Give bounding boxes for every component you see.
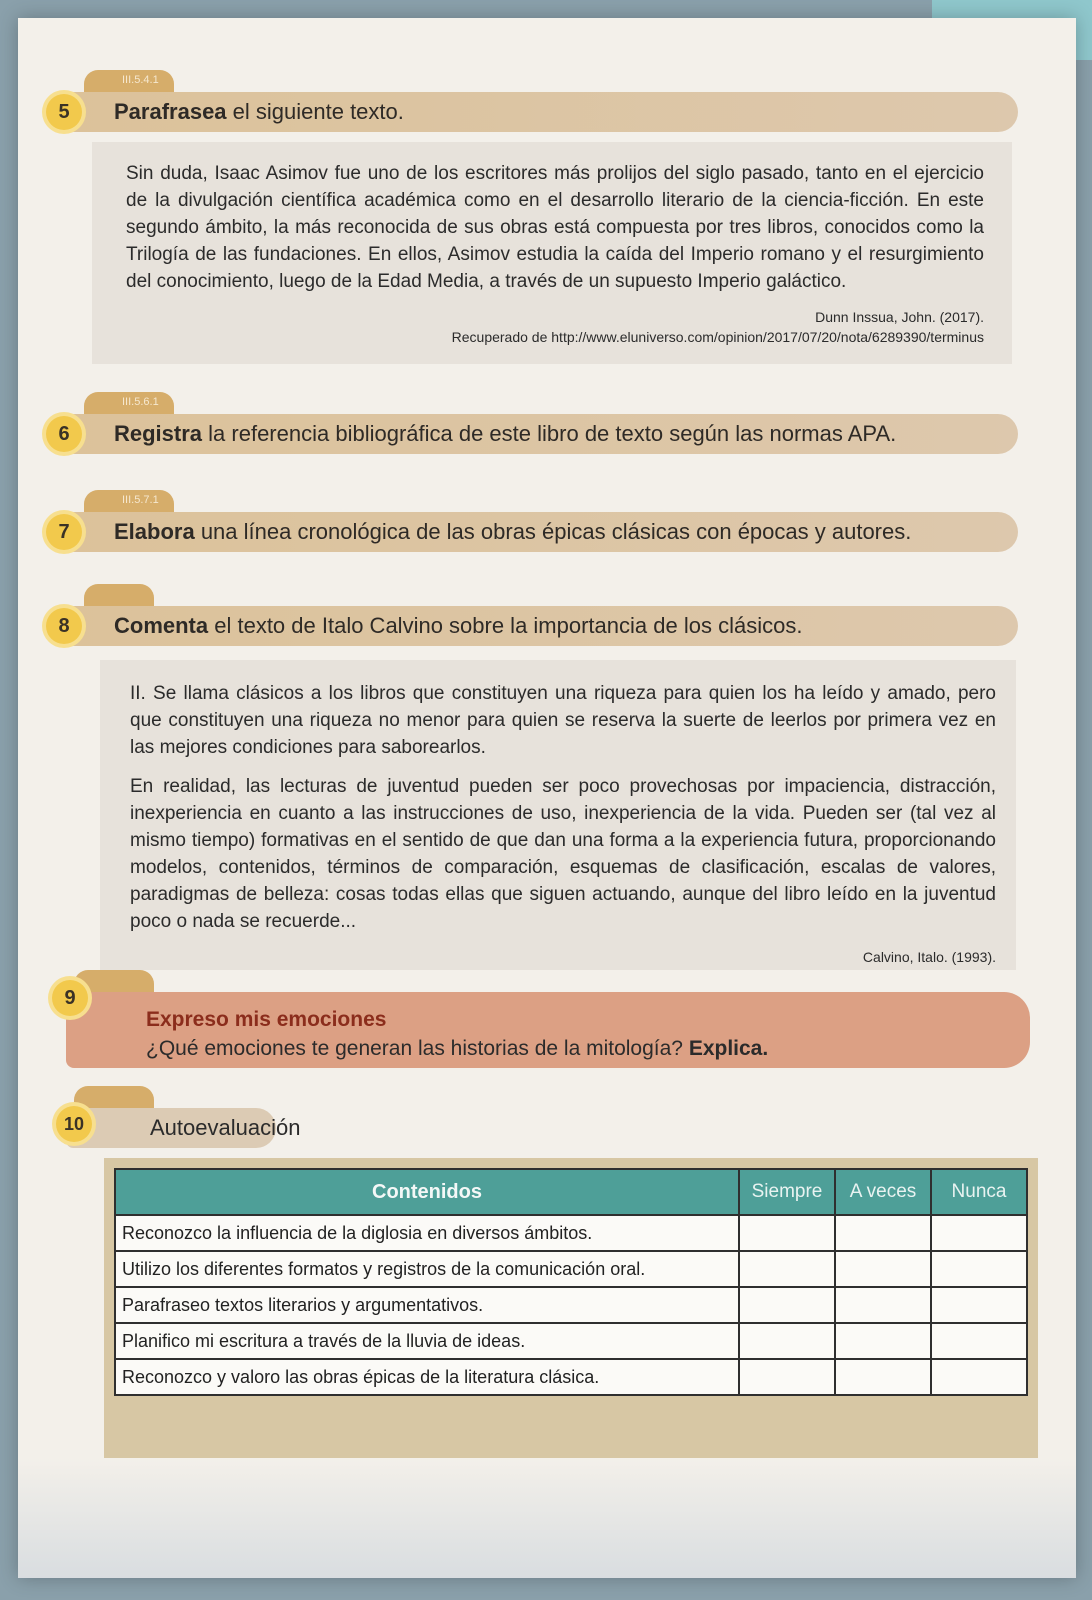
checkbox-sometimes[interactable]: [835, 1287, 931, 1323]
table-row: [115, 1287, 1027, 1323]
header-never: Nunca: [931, 1169, 1027, 1215]
calvino-source: Calvino, Italo. (1993).: [862, 949, 996, 965]
asimov-source-url: Recuperado de http://www.eluniverso.com/opinion/2017/07/20/nota/6289390/terminus: [451, 329, 984, 345]
instruction-text: el texto de Italo Calvino sobre la importancia de los clásicos.: [208, 613, 803, 638]
emotions-question: ¿Qué emociones te generan las historias de la mitología? Explica.: [146, 1037, 769, 1060]
emotions-title: Expreso mis emociones: [146, 1008, 387, 1031]
checkbox-sometimes[interactable]: [835, 1323, 931, 1359]
row-content: Parafraseo textos literarios y argumentativos.: [115, 1287, 739, 1323]
self-eval-table-frame: [104, 1158, 1038, 1458]
activity-7-instruction: [58, 512, 1018, 552]
activity-number-10: 10: [56, 1106, 92, 1142]
checkbox-never[interactable]: [931, 1287, 1027, 1323]
checkbox-sometimes[interactable]: [835, 1215, 931, 1251]
checkbox-always[interactable]: [739, 1251, 835, 1287]
table-row: [115, 1251, 1027, 1287]
checkbox-always[interactable]: [739, 1323, 835, 1359]
calvino-paragraph-1: II. Se llama clásicos a los libros que constituyen una riqueza para quien los ha leído y amado, pero que constituyen una riqueza no menor para quien se reserva la suerte de leerlos por primera vez en las mejores condiciones para saborearlos.: [130, 683, 996, 758]
row-content: Planifico mi escritura a través de la lluvia de ideas.: [115, 1323, 739, 1359]
activity-number-5: 5: [46, 94, 82, 130]
activity-number-8: 8: [46, 608, 82, 644]
header-contents: Contenidos: [115, 1169, 739, 1215]
page-bottom-shadow: [18, 1458, 1076, 1578]
table-row: [115, 1215, 1027, 1251]
instruction-verb: Comenta: [114, 613, 209, 638]
asimov-text-box: [92, 142, 1012, 364]
activity-5-instruction: [58, 92, 1018, 132]
header-sometimes: A veces: [835, 1169, 931, 1215]
activity-number-6: 6: [46, 416, 82, 452]
checkbox-always[interactable]: [739, 1287, 835, 1323]
instruction-text: la referencia bibliográfica de este libro de texto según las normas APA.: [202, 421, 897, 446]
instruction-verb: Parafrasea: [114, 99, 227, 124]
calvino-paragraph-2: En realidad, las lecturas de juventud pueden ser poco provechosas por impaciencia, distracción, inexperiencia en cuanto a las instrucciones de uso, inexperiencia de la vida. Pueden ser (tal vez al mismo tiempo) formativas en el sentido de que dan una forma a la experiencia futura, proporcionando modelos, contenidos, términos de comparación, esquemas de clasificación, escalas de valores, paradigmas de belleza: cosas todas ellas que siguen actuando, aunque del libro leído en la juventud poco o nada se recuerde...: [130, 776, 996, 932]
skill-code: III.5.6.1: [122, 396, 159, 408]
emotions-bar: [66, 992, 1030, 1068]
row-content: Utilizo los diferentes formatos y registros de la comunicación oral.: [115, 1251, 739, 1287]
checkbox-always[interactable]: [739, 1215, 835, 1251]
activity-number-9: 9: [52, 980, 88, 1016]
self-eval-table: [114, 1168, 1028, 1396]
instruction-text: una línea cronológica de las obras épicas clásicas con épocas y autores.: [194, 519, 912, 544]
table-row: [115, 1323, 1027, 1359]
table-header-row: [115, 1169, 1027, 1215]
row-content: Reconozco y valoro las obras épicas de la literatura clásica.: [115, 1359, 739, 1395]
instruction-verb: Elabora: [114, 519, 195, 544]
instruction-text: el siguiente texto.: [226, 99, 404, 124]
asimov-author: Dunn Inssua, John. (2017).: [815, 309, 984, 325]
skill-code: III.5.7.1: [122, 494, 159, 506]
row-content: Reconozco la influencia de la diglosia en diversos ámbitos.: [115, 1215, 739, 1251]
checkbox-sometimes[interactable]: [835, 1359, 931, 1395]
checkbox-sometimes[interactable]: [835, 1251, 931, 1287]
self-eval-title: Autoevaluación: [66, 1108, 276, 1148]
checkbox-never[interactable]: [931, 1323, 1027, 1359]
checkbox-never[interactable]: [931, 1251, 1027, 1287]
activity-8-instruction: [58, 606, 1018, 646]
asimov-paragraph: Sin duda, Isaac Asimov fue uno de los escritores más prolijos del siglo pasado, tanto en el ejercicio de la divulgación científica académica como en el desarrollo literario de la ciencia-ficción. En este segundo ámbito, la más reconocida de sus obras está compuesta por tres libros, conocidos como la Trilogía de las fundaciones. En ellos, Asimov estudia la caída del Imperio romano y el resurgimiento del conocimiento, luego de la Edad Media, a través de un supuesto Imperio galáctico.: [126, 163, 984, 292]
activity-number-7: 7: [46, 514, 82, 550]
emotions-action: Explica.: [688, 1037, 769, 1060]
checkbox-never[interactable]: [931, 1215, 1027, 1251]
instruction-verb: Registra: [114, 421, 203, 446]
calvino-text-box: [100, 660, 1016, 970]
checkbox-never[interactable]: [931, 1359, 1027, 1395]
skill-code: III.5.4.1: [122, 74, 159, 86]
textbook-page: [18, 18, 1076, 1578]
activity-6-instruction: [58, 414, 1018, 454]
header-always: Siempre: [739, 1169, 835, 1215]
checkbox-always[interactable]: [739, 1359, 835, 1395]
table-row: [115, 1359, 1027, 1395]
